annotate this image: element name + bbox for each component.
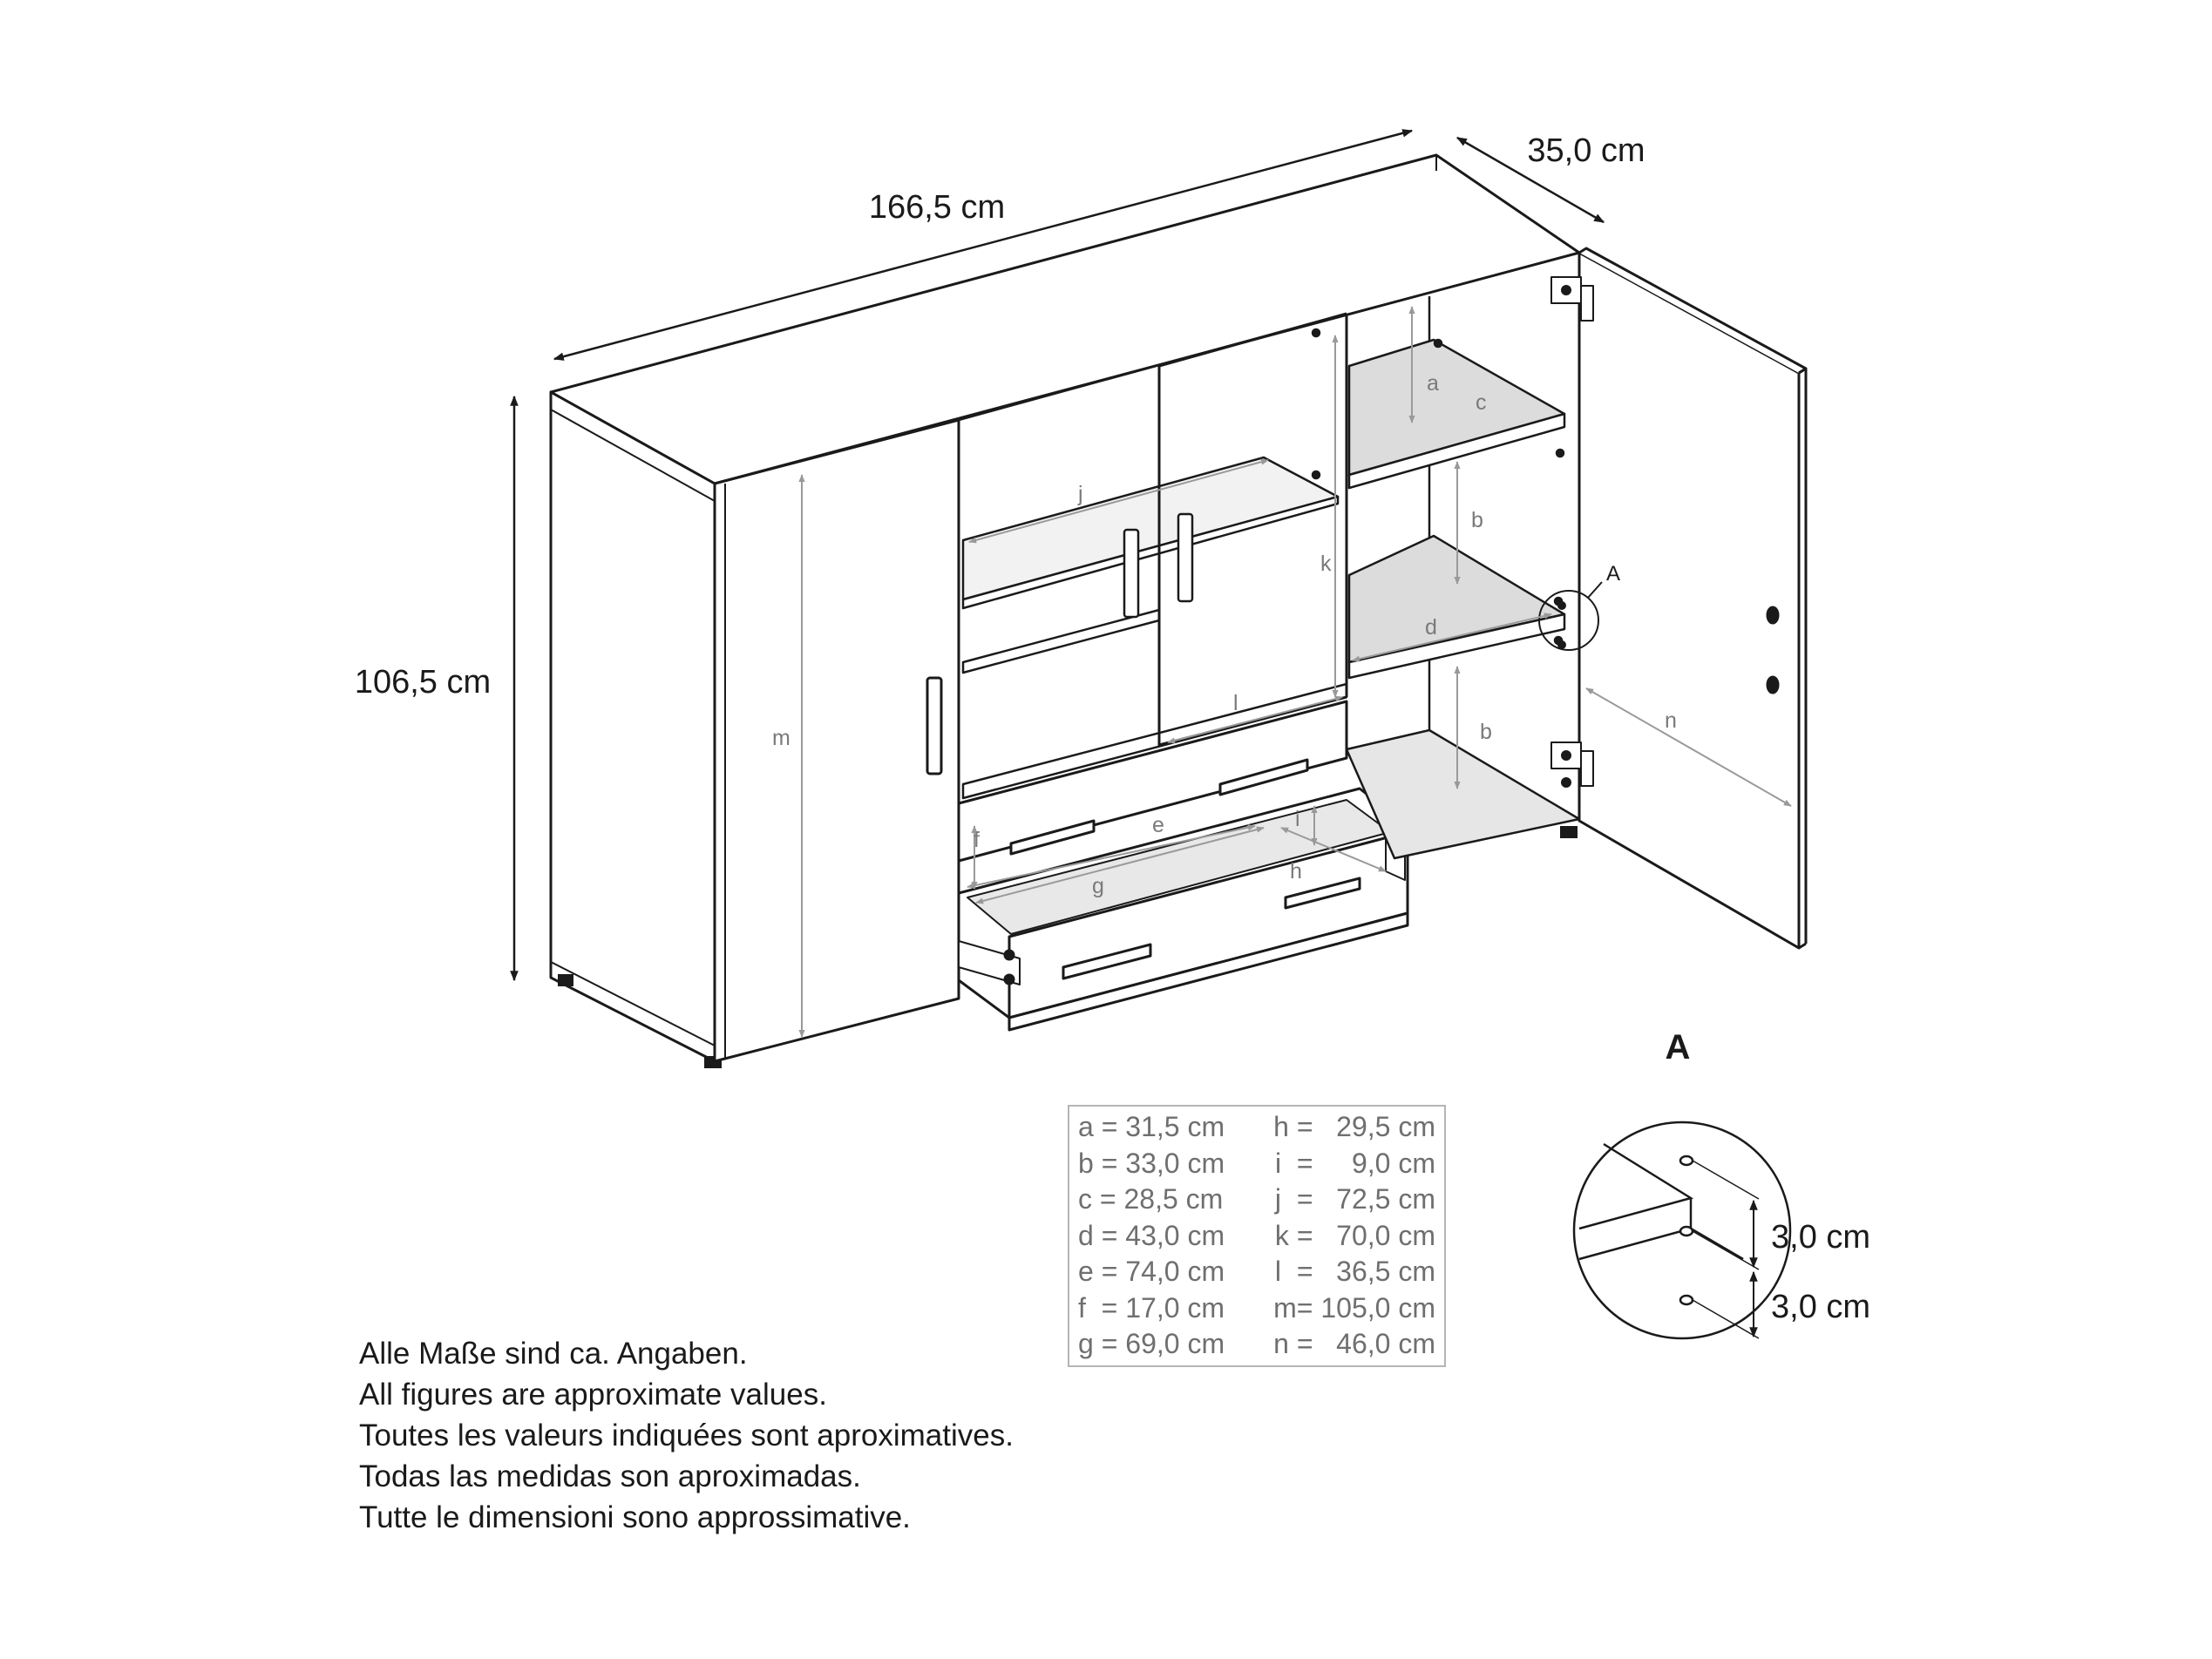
detail-view — [1574, 1122, 1790, 1338]
measurement-row — [1078, 1146, 1435, 1182]
part-label-d: d — [1425, 615, 1437, 640]
depth-label: 35,0 cm — [1527, 132, 1645, 169]
measurement-left: c = 28,5 cm — [1078, 1183, 1224, 1215]
glass-door-handle-left — [1124, 530, 1138, 617]
left-door — [715, 420, 959, 1061]
part-label-n: n — [1665, 708, 1677, 733]
door-handle-hole-top — [1768, 607, 1778, 623]
part-label-l: l — [1233, 691, 1238, 715]
disclaimer-line: Alle Maße sind ca. Angaben. — [359, 1337, 748, 1371]
detail-callout-letter: A — [1606, 562, 1621, 586]
disclaimer-line: All figures are approximate values. — [359, 1378, 827, 1412]
measurement-right: h = 29,5 cm — [1273, 1111, 1435, 1142]
width-label: 166,5 cm — [868, 189, 1006, 226]
measurement-row — [1078, 1218, 1435, 1255]
measurement-row — [1078, 1326, 1435, 1363]
measurement-right: m= 105,0 cm — [1273, 1291, 1435, 1324]
measurement-left: e = 74,0 cm — [1078, 1256, 1225, 1287]
part-label-f: f — [974, 828, 980, 852]
disclaimer — [359, 1333, 1014, 1538]
right-compartment — [1347, 296, 1579, 858]
measurement-row — [1078, 1182, 1435, 1218]
measurement-left: b = 33,0 cm — [1078, 1147, 1225, 1179]
measurement-right: l = 36,5 cm — [1274, 1256, 1435, 1287]
measurement-row — [1078, 1109, 1435, 1146]
part-label-c: c — [1476, 390, 1487, 415]
glass-door-handle-right — [1178, 514, 1192, 601]
part-label-a: a — [1427, 371, 1439, 396]
measurement-row — [1078, 1254, 1435, 1290]
detail-spacing-bottom: 3,0 cm — [1771, 1289, 1871, 1325]
measurement-left: a = 31,5 cm — [1078, 1111, 1225, 1142]
measurement-right: i = 9,0 cm — [1274, 1147, 1435, 1179]
height-label: 106,5 cm — [354, 664, 492, 701]
measurement-right: k = 70,0 cm — [1274, 1219, 1435, 1251]
part-label-b-upper: b — [1471, 508, 1483, 532]
part-label-j: j — [1078, 482, 1083, 506]
measurement-table — [1068, 1105, 1446, 1367]
measurement-left: d = 43,0 cm — [1078, 1219, 1225, 1251]
detail-spacing-top: 3,0 cm — [1771, 1219, 1871, 1256]
part-label-i: i — [1295, 807, 1300, 831]
part-label-e: e — [1152, 813, 1164, 837]
measurement-row — [1078, 1290, 1435, 1327]
measurement-right: j = 72,5 cm — [1274, 1183, 1435, 1215]
door-handle-hole-bottom — [1768, 677, 1778, 693]
measurement-left: g = 69,0 cm — [1078, 1328, 1225, 1359]
disclaimer-line: Tutte le dimensioni sono approssimative. — [359, 1500, 911, 1534]
part-label-h: h — [1290, 859, 1302, 884]
disclaimer-line: Todas las medidas son aproximadas. — [359, 1459, 861, 1493]
detail-title: A — [1665, 1028, 1691, 1066]
left-door-handle — [927, 678, 941, 774]
part-label-m: m — [772, 726, 790, 750]
measurement-left: f = 17,0 cm — [1078, 1291, 1225, 1324]
measurement-right: n = 46,0 cm — [1273, 1328, 1435, 1359]
part-label-b-lower: b — [1480, 720, 1492, 744]
disclaimer-line: Toutes les valeurs indiquées sont aproximatives. — [359, 1419, 1014, 1452]
part-label-g: g — [1092, 874, 1104, 898]
part-label-k: k — [1320, 552, 1332, 576]
